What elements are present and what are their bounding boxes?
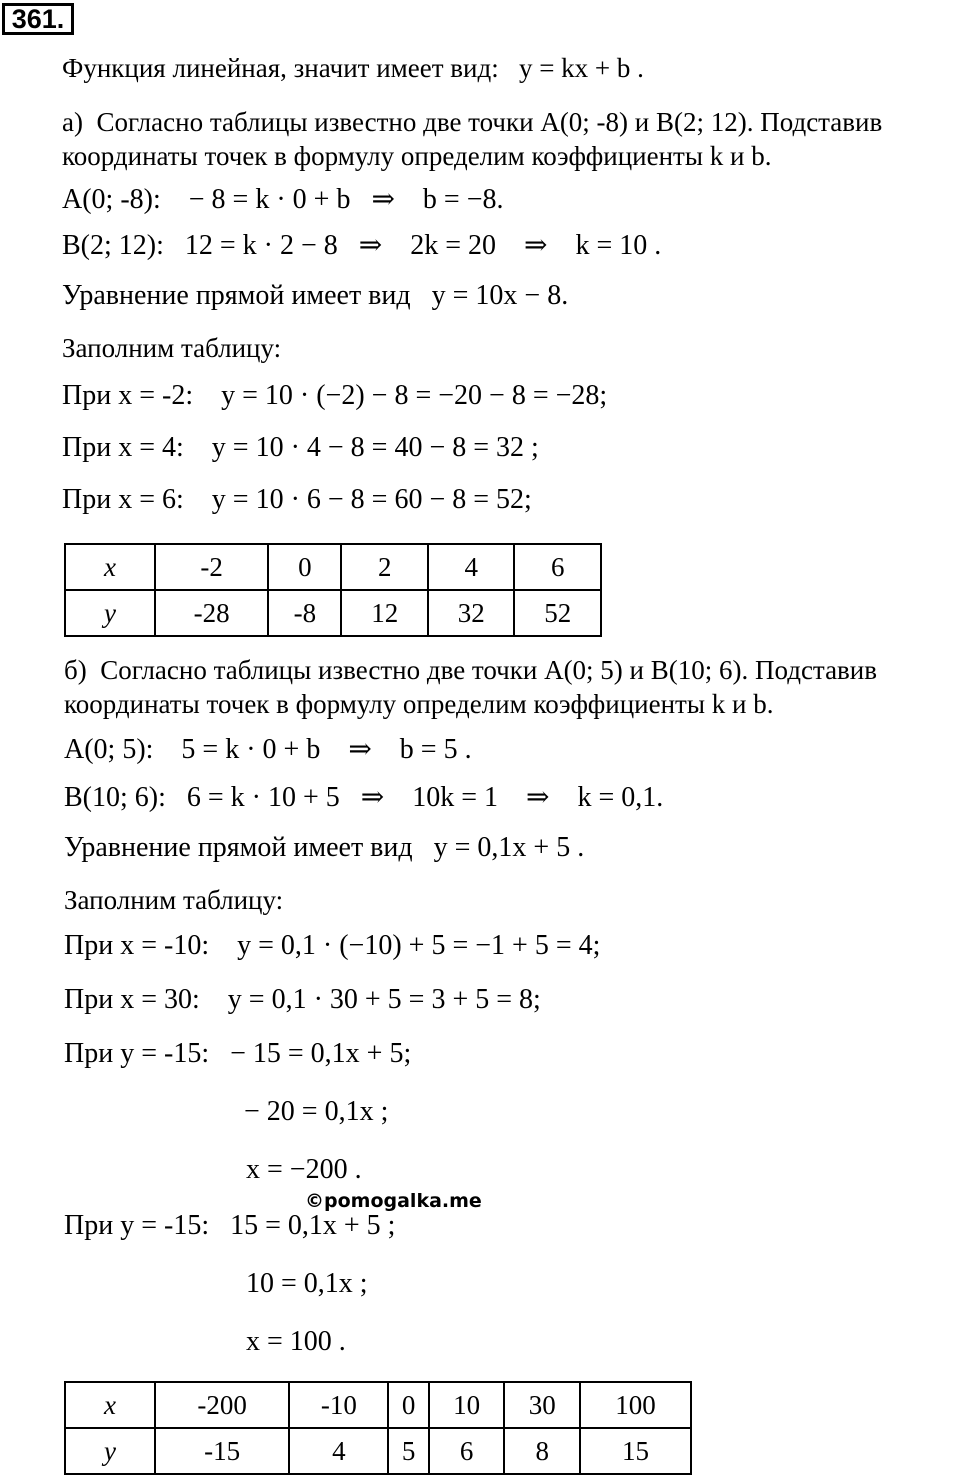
table-cell: x <box>65 1382 155 1428</box>
table-cell: 4 <box>289 1428 388 1474</box>
table-row <box>65 590 601 636</box>
table-cell: 5 <box>388 1428 428 1474</box>
part-b-calc-1: При x = -10: y = 0,1 · (−10) + 5 = −1 + 5 = 4; <box>64 930 601 961</box>
table-cell: 6 <box>429 1428 505 1474</box>
table-cell: -200 <box>155 1382 289 1428</box>
table-cell: 0 <box>268 544 341 590</box>
part-b-calc-3: При y = -15: − 15 = 0,1x + 5; <box>64 1038 412 1069</box>
table-row <box>65 1428 691 1474</box>
part-a-point-b: В(2; 12): 12 = k · 2 − 8 ⇒ 2k = 20 ⇒ k = 10 . <box>62 230 662 261</box>
table-cell: 52 <box>514 590 601 636</box>
part-a-table <box>64 543 602 637</box>
part-b-point-a: А(0; 5): 5 = k · 0 + b ⇒ b = 5 . <box>64 734 472 765</box>
part-a-calc-1: При x = -2: y = 10 · (−2) − 8 = −20 − 8 = −28; <box>62 380 608 411</box>
intro-line: Функция линейная, значит имеет вид: y = kx + b . <box>62 53 644 83</box>
part-b-calc-4: При y = -15: 15 = 0,1x + 5 ; <box>64 1210 396 1241</box>
part-b-table <box>64 1381 692 1475</box>
table-cell: 8 <box>504 1428 580 1474</box>
part-a-equation: Уравнение прямой имеет вид y = 10x − 8. <box>62 280 569 311</box>
table-cell: 10 <box>429 1382 505 1428</box>
table-cell: 12 <box>341 590 428 636</box>
part-b-calc-3-step-3: x = −200 . <box>246 1154 362 1185</box>
table-cell: x <box>65 544 155 590</box>
part-b-point-b: В(10; 6): 6 = k · 10 + 5 ⇒ 10k = 1 ⇒ k = 0,1. <box>64 782 664 813</box>
table-cell: 2 <box>341 544 428 590</box>
part-b-calc-4-step-2: 10 = 0,1x ; <box>246 1268 368 1299</box>
table-cell: -15 <box>155 1428 289 1474</box>
table-cell: 100 <box>580 1382 691 1428</box>
part-a-calc-3: При x = 6: y = 10 · 6 − 8 = 60 − 8 = 52; <box>62 484 532 515</box>
part-a-point-a: А(0; -8): − 8 = k · 0 + b ⇒ b = −8. <box>62 184 504 215</box>
part-a-calc-2: При x = 4: y = 10 · 4 − 8 = 40 − 8 = 32 ; <box>62 432 539 463</box>
table-cell: -10 <box>289 1382 388 1428</box>
part-a-line-2: координаты точек в формулу определим коэффициенты k и b. <box>62 141 772 171</box>
part-b-fill-table: Заполним таблицу: <box>64 885 284 915</box>
table-cell: y <box>65 590 155 636</box>
table-cell: 15 <box>580 1428 691 1474</box>
table-cell: 32 <box>428 590 515 636</box>
table-cell: -2 <box>155 544 268 590</box>
table-cell: -8 <box>268 590 341 636</box>
table-cell: y <box>65 1428 155 1474</box>
part-a-fill-table: Заполним таблицу: <box>62 333 282 363</box>
part-a-line-1: а) Согласно таблицы известно две точки А(0; -8) и В(2; 12). Подставив <box>62 107 883 137</box>
problem-number: 361. <box>2 3 74 35</box>
part-b-line-1: б) Согласно таблицы известно две точки А(0; 5) и В(10; 6). Подставив <box>64 655 877 685</box>
part-b-calc-3-step-2: − 20 = 0,1x ; <box>244 1096 389 1127</box>
table-cell: -28 <box>155 590 268 636</box>
part-b-calc-2: При x = 30: y = 0,1 · 30 + 5 = 3 + 5 = 8; <box>64 984 541 1015</box>
watermark: ©pomogalka.me <box>305 1190 482 1212</box>
table-cell: 4 <box>428 544 515 590</box>
part-b-line-2: координаты точек в формулу определим коэффициенты k и b. <box>64 689 774 719</box>
table-cell: 30 <box>504 1382 580 1428</box>
part-b-calc-4-step-3: x = 100 . <box>246 1326 346 1357</box>
table-cell: 6 <box>514 544 601 590</box>
table-row <box>65 544 601 590</box>
table-cell: 0 <box>388 1382 428 1428</box>
table-row <box>65 1382 691 1428</box>
part-b-equation: Уравнение прямой имеет вид y = 0,1x + 5 . <box>64 832 585 863</box>
